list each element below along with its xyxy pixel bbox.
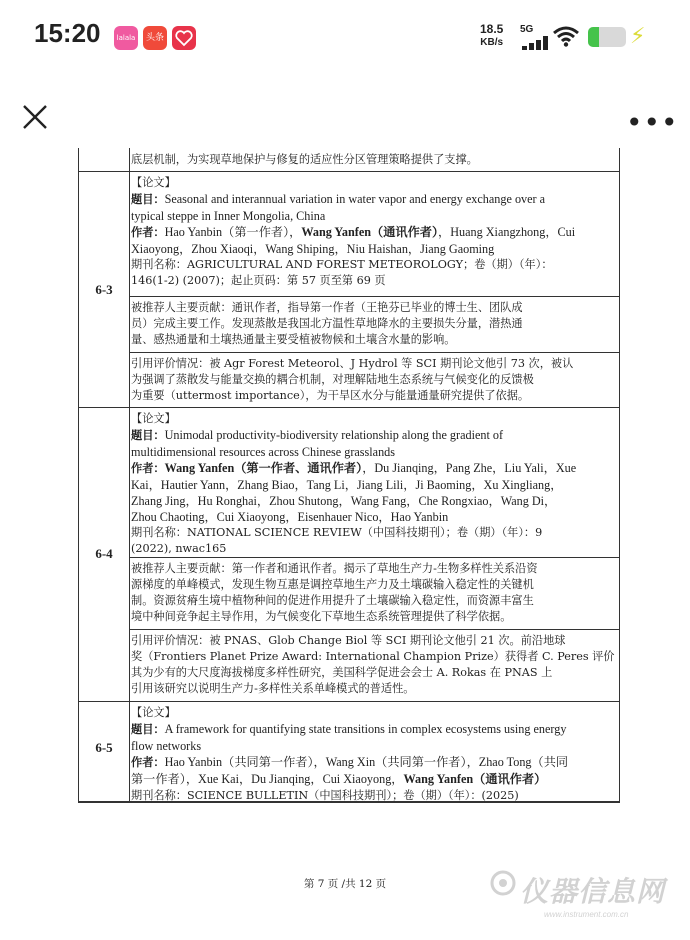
row-divider [129, 629, 619, 630]
paper-authors: 作者：Hao Yanbin（第一作者），Wang Yanfen（通讯作者），Huang Xiangzhong，Cui [131, 225, 576, 239]
paper-title: 题目：Unimodal productivity-biodiversity relationship along the gradient of [131, 428, 504, 442]
paper-title: 题目：Seasonal and interannual variation in water vapor and energy exchange over a [131, 192, 546, 206]
row-num-cell [79, 408, 130, 701]
contribution: 被推荐人主要贡献：通讯作者，指导第一作者（王艳芬已毕业的博士生、团队成 员）完成主要工作。发现蒸散是我国北方温性草地降水的主要损失分量，潜热通 量、感热通量和土壤热通量主要受植被物候和土壤含水量的影响。 [131, 301, 523, 346]
row-number: 6-3 [95, 282, 113, 297]
network-type: 5G [520, 24, 534, 35]
heart-icon [172, 26, 196, 50]
row-divider [129, 352, 619, 353]
row-num-cell [79, 702, 130, 801]
table-row-6-5 [79, 702, 619, 802]
watermark-url: www.instrument.com.cn [544, 910, 629, 919]
app-icon-lalala: lalala [114, 26, 138, 50]
row-number: 6-4 [95, 546, 113, 561]
paper-info: 【论文】 题目：Seasonal and interannual variation in water vapor and energy exchange over a typical steppe in Inner Mongolia, China 作者：Hao Yanbin（第一作者），Wang Yanfen（通讯作者），Huang Xiangzhong，Cui Xiaoyong，Zhou Xiaoqi，Wang Shiping，Niu Haishan，Jiang Gaoming 期刊名称：AGRICULTURAL AND FOREST METEOROLOGY；卷（期）（年）： 146(1-2) (2007)；起止页码：第 57 页至第 69 页 [131, 175, 615, 289]
status-time: 15:20 [34, 18, 101, 48]
watermark [520, 870, 665, 919]
paper-info: 【论文】 题目：Unimodal productivity-biodiversity relationship along the gradient of multidimensional resources across Chinese grasslands 作者：Wang Yanfen（第一作者、通讯作者），Du Jianqing，Pang Zhe，Liu Yali，Xue Kai，Hautier Yann，Zhang Biao，Tang Li，Jiang Lili，Ji Baoming，Xu Xingliang， Zhang Jing，Hu Ronghai，Zhou Shutong，Wang Fang，Che Rongxiao，Wang Di， Zhou Chaoting，Cui Xiaoyong，Eisenhauer Nico，Hao Yanbin 期刊名称：NATIONAL SCIENCE REVIEW（中国科技期刊）；卷（期）（年）：9 (2022), nwac165 [131, 411, 615, 557]
paper-tag: 【论文】 [131, 706, 176, 719]
watermark-logo-icon [488, 868, 518, 898]
paper-tag: 【论文】 [131, 412, 176, 425]
net-speed: 18.5 KB/s [480, 22, 504, 48]
document-table [78, 148, 620, 803]
row-num-cell [79, 172, 130, 407]
close-icon[interactable] [22, 104, 48, 130]
page-footer: 第 7 页 /共 12 页 [303, 878, 387, 890]
contribution: 被推荐人主要贡献：第一作者和通讯作者。揭示了草地生产力-生物多样性关系沿资 源梯度的单峰模式，发现生物互惠是调控草地生产力及土壤碳输入稳定性的关键机 制。资源贫瘠生境中植物种间的促进作用提升了土壤碳输入稳定性，而资源丰富生 境中种间竞争起主导作用，为气候变化下草地生态系统管理提供了科学依据。 [131, 562, 538, 623]
battery-icon [588, 27, 626, 47]
paper-authors: 作者：Hao Yanbin（共同第一作者），Wang Xin（共同第一作者），Zhao Tong（共同 [131, 755, 569, 769]
more-icon[interactable]: ••• [626, 106, 679, 139]
app-icon-toutiao: 头条 [143, 26, 167, 50]
row-num-cell [79, 148, 130, 171]
paper-info: 【论文】 题目：A framework for quantifying state transitions in complex ecosystems using energy flow networks 作者：Hao Yanbin（共同第一作者），Wang Xin（共同第一作者），Zhao Tong（共同 第一作者），Xue Kai，Du Jianqing，Cui Xiaoyong，Wang Yanfen（通讯作者） 期刊名称：SCIENCE BULLETIN（中国科技期刊）；卷（期）（年）：(2025) [131, 705, 615, 804]
intro-line: 底层机制，为实现草地保护与修复的适应性分区管理策略提供了支撑。 [131, 153, 478, 166]
row-number: 6-5 [95, 740, 113, 755]
paper-journal: 期刊名称：SCIENCE BULLETIN（中国科技期刊）；卷（期）（年）：(2025) [131, 789, 519, 802]
paper-journal: 期刊名称：NATIONAL SCIENCE REVIEW（中国科技期刊）；卷（期）（年）：9 [131, 526, 543, 539]
wifi-icon [552, 25, 580, 47]
row-divider [129, 296, 619, 297]
watermark-text: 仪器信息网 [520, 875, 666, 908]
citation-evaluation: 引用评价情况：被 Agr Forest Meteorol、J Hydrol 等 SCI 期刊论文他引 73 次，被认 为强调了蒸散发与能量交换的耦合机制，对理解陆地生态系统与气候变化的反馈极 为重要（uttermost importance），为干旱区水分与能量通量研究提供了依据。 [131, 357, 574, 402]
paper-title: 题目：A framework for quantifying state transitions in complex ecosystems using energy [131, 722, 567, 736]
signal-icon [520, 36, 548, 50]
charging-icon: ⚡ [630, 24, 646, 49]
table-row-intro [79, 148, 619, 172]
status-bar [0, 0, 690, 80]
paper-tag: 【论文】 [131, 176, 176, 189]
table-row-6-4 [79, 408, 619, 702]
table-row-6-3 [79, 172, 619, 408]
paper-authors: 作者：Wang Yanfen（第一作者、通讯作者），Du Jianqing，Pang Zhe，Liu Yali，Xue [131, 461, 577, 475]
app-icon-xiaohongshu [172, 26, 196, 50]
battery-level [588, 27, 599, 47]
paper-journal: 期刊名称：AGRICULTURAL AND FOREST METEOROLOGY；卷（期）（年）： [131, 258, 553, 271]
citation-evaluation: 引用评价情况：被 PNAS、Glob Change Biol 等 SCI 期刊论文他引 21 次。前沿地球 奖（Frontiers Planet Prize Award: International Champion Prize）获得者 C. Peres 评价 其为少有的大尺度海拔梯度多样性研究，美国科学促进会会士 A. Rokas 在 PNAS 上 引用该研究以说明生产力-多样性关系单峰模式的普适性。 [131, 634, 615, 695]
row-divider [129, 557, 619, 558]
